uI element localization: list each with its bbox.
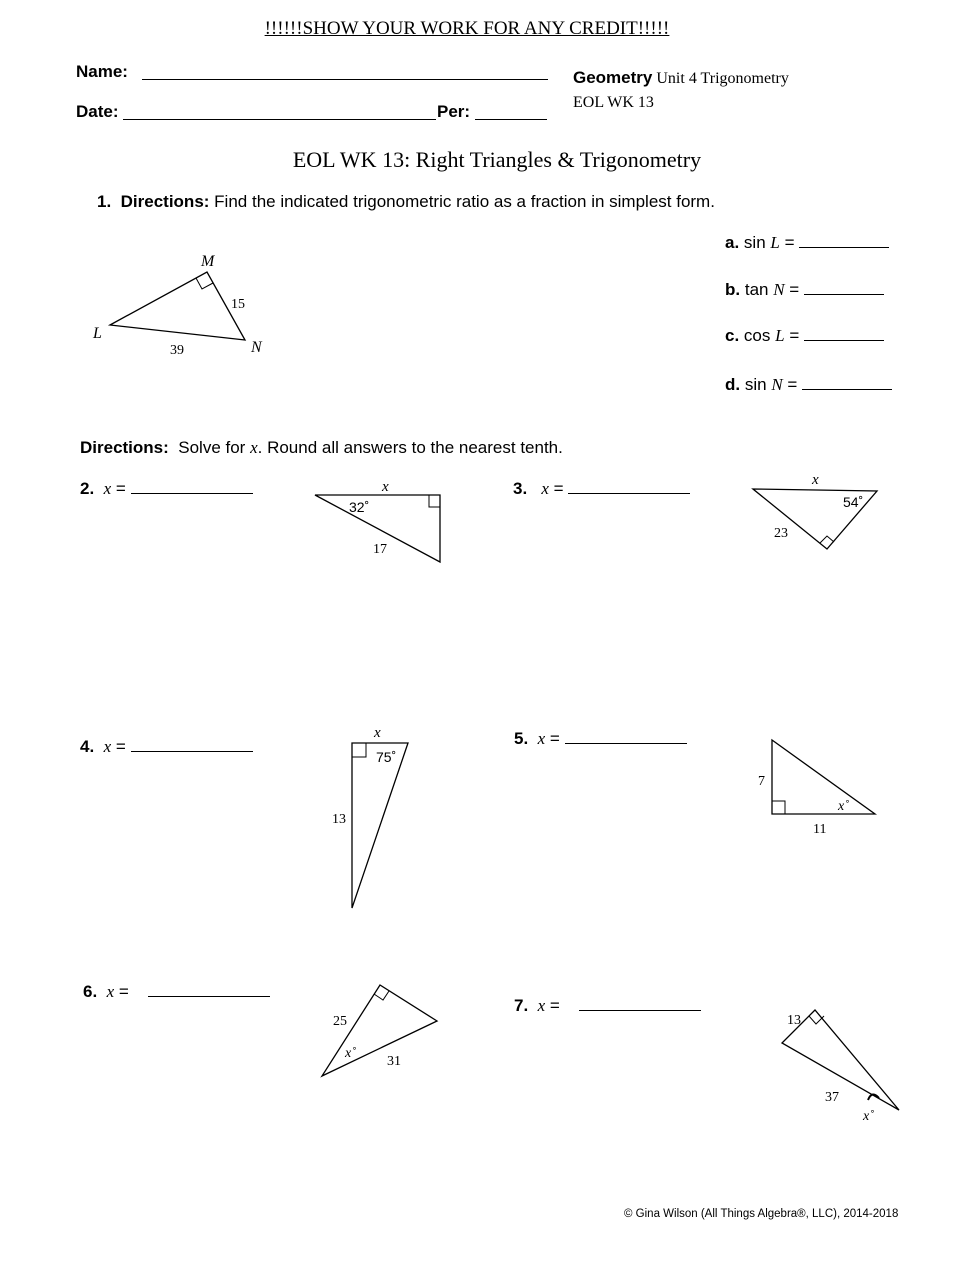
- label-x: x: [812, 472, 819, 488]
- problem-4-figure: [325, 722, 425, 917]
- label-angle: x˚: [838, 799, 849, 814]
- problem-number: 2.: [80, 479, 95, 498]
- right-angle-mark: [429, 495, 440, 507]
- answer-blank[interactable]: [148, 996, 270, 997]
- footer-copyright: © Gina Wilson (All Things Algebra®, LLC), 2014-2018: [624, 1208, 899, 1220]
- q1-part-c: [725, 326, 884, 346]
- problem-eq: =: [549, 996, 560, 1015]
- problem-6-triangle: [322, 985, 437, 1076]
- part-letter: c.: [725, 326, 740, 345]
- problem-number: 4.: [80, 737, 95, 756]
- q1-right-angle-mark: [196, 278, 213, 289]
- problem-4-triangle: [352, 743, 408, 908]
- problem-5-prompt: [514, 729, 687, 749]
- name-line[interactable]: [142, 79, 548, 80]
- answer-blank[interactable]: [804, 294, 884, 295]
- q1-directions: [97, 192, 715, 212]
- problem-3-prompt: [513, 479, 690, 499]
- problem-2-figure: [305, 470, 455, 570]
- answer-blank[interactable]: [131, 493, 253, 494]
- problem-var: x: [537, 996, 546, 1015]
- course-rest: Unit 4 Trigonometry: [656, 70, 789, 87]
- q1-side-ln: 39: [170, 343, 184, 358]
- problem-number: 7.: [514, 996, 529, 1015]
- q1-part-a: [725, 233, 889, 253]
- part-letter: d.: [725, 375, 741, 394]
- problem-number: 5.: [514, 729, 529, 748]
- date-line[interactable]: [123, 119, 436, 120]
- right-angle-mark: [820, 536, 834, 543]
- label-hyp: 17: [373, 542, 387, 557]
- label-x: x: [382, 479, 389, 495]
- answer-blank[interactable]: [804, 340, 884, 341]
- answer-blank[interactable]: [131, 751, 253, 752]
- part-letter: a.: [725, 233, 740, 252]
- label-angle: x˚: [345, 1046, 356, 1061]
- q1-label-l: L: [93, 325, 102, 342]
- label-angle: 75˚: [376, 749, 397, 765]
- answer-blank[interactable]: [565, 743, 687, 744]
- date-label: Date:: [76, 102, 119, 121]
- label-side: 23: [774, 526, 788, 541]
- label-side: 13: [332, 812, 346, 827]
- problem-5-triangle: [772, 740, 875, 814]
- part-letter: b.: [725, 280, 741, 299]
- angle-arc: [868, 1094, 879, 1100]
- part-var: N: [771, 375, 783, 394]
- problem-eq: =: [553, 479, 564, 498]
- directions-2-label: Directions:: [80, 438, 169, 457]
- q1-part-b: [725, 280, 884, 300]
- page-title: EOL WK 13: Right Triangles & Trigonometry: [292, 147, 702, 172]
- answer-blank[interactable]: [799, 247, 889, 248]
- problem-7-figure: [775, 1000, 910, 1125]
- answer-blank[interactable]: [579, 1010, 701, 1011]
- per-label: Per:: [437, 102, 471, 121]
- q1-triangle: [110, 272, 245, 340]
- right-angle-mark: [772, 801, 785, 814]
- part-eq: =: [784, 233, 795, 252]
- q1-side-mn: 15: [231, 297, 245, 312]
- problem-eq: =: [115, 737, 126, 756]
- per-line[interactable]: [475, 119, 547, 120]
- part-func: cos: [743, 326, 771, 345]
- q1-part-d: [725, 375, 892, 395]
- part-func: sin: [744, 375, 767, 394]
- label-angle: x˚: [863, 1109, 874, 1124]
- directions-2: [80, 438, 563, 458]
- right-angle-mark: [374, 991, 389, 1000]
- label-angle: 32˚: [349, 499, 370, 515]
- part-var: L: [775, 326, 785, 345]
- name-label: Name:: [76, 62, 128, 81]
- part-var: L: [770, 233, 780, 252]
- q1-label-n: N: [251, 339, 262, 356]
- directions-2-text-before: Solve for: [178, 438, 246, 457]
- problem-5-figure: [750, 730, 890, 840]
- q1-directions-label: Directions:: [120, 192, 210, 211]
- right-angle-mark: [352, 743, 366, 757]
- directions-2-var: x: [250, 438, 258, 457]
- q1-number: 1.: [97, 192, 112, 211]
- problem-var: x: [537, 729, 546, 748]
- problem-2-prompt: [80, 479, 253, 499]
- course-heading: [573, 68, 789, 88]
- answer-blank[interactable]: [802, 389, 892, 390]
- label-angle: 54˚: [843, 494, 864, 510]
- q1-directions-text: Find the indicated trigonometric ratio as a fraction in simplest form.: [214, 192, 715, 211]
- problem-var: x: [106, 982, 115, 1001]
- part-eq: =: [789, 280, 800, 299]
- part-eq: =: [789, 326, 800, 345]
- part-func: tan: [744, 280, 769, 299]
- problem-var: x: [103, 737, 112, 756]
- problem-var: x: [103, 479, 112, 498]
- problem-number: 6.: [83, 982, 98, 1001]
- label-x: x: [374, 725, 381, 741]
- problem-eq: =: [118, 982, 129, 1001]
- part-func: sin: [743, 233, 766, 252]
- banner: !!!!!!SHOW YOUR WORK FOR ANY CREDIT!!!!!: [264, 18, 670, 39]
- label-side-a: 25: [333, 1014, 347, 1029]
- problem-6-figure: [315, 978, 450, 1083]
- label-side-b: 37: [825, 1090, 839, 1105]
- part-var: N: [773, 280, 785, 299]
- problem-number: 3.: [513, 479, 528, 498]
- label-vertical: 7: [758, 774, 765, 789]
- q1-label-m: M: [201, 253, 215, 270]
- problem-7-prompt: [514, 996, 701, 1016]
- course-bold: Geometry: [573, 68, 653, 87]
- q1-triangle-figure: [85, 245, 285, 365]
- label-side-b: 31: [387, 1054, 401, 1069]
- course-subtitle: EOL WK 13: [573, 94, 654, 111]
- label-side-a: 13: [787, 1013, 801, 1028]
- problem-3-figure: [745, 468, 895, 558]
- directions-2-text-after: . Round all answers to the nearest tenth.: [257, 438, 563, 457]
- answer-blank[interactable]: [568, 493, 690, 494]
- problem-6-prompt: [83, 982, 270, 1002]
- label-base: 11: [813, 822, 827, 837]
- problem-eq: =: [549, 729, 560, 748]
- problem-4-prompt: [80, 737, 253, 757]
- part-eq: =: [787, 375, 798, 394]
- problem-eq: =: [115, 479, 126, 498]
- problem-var: x: [541, 479, 549, 498]
